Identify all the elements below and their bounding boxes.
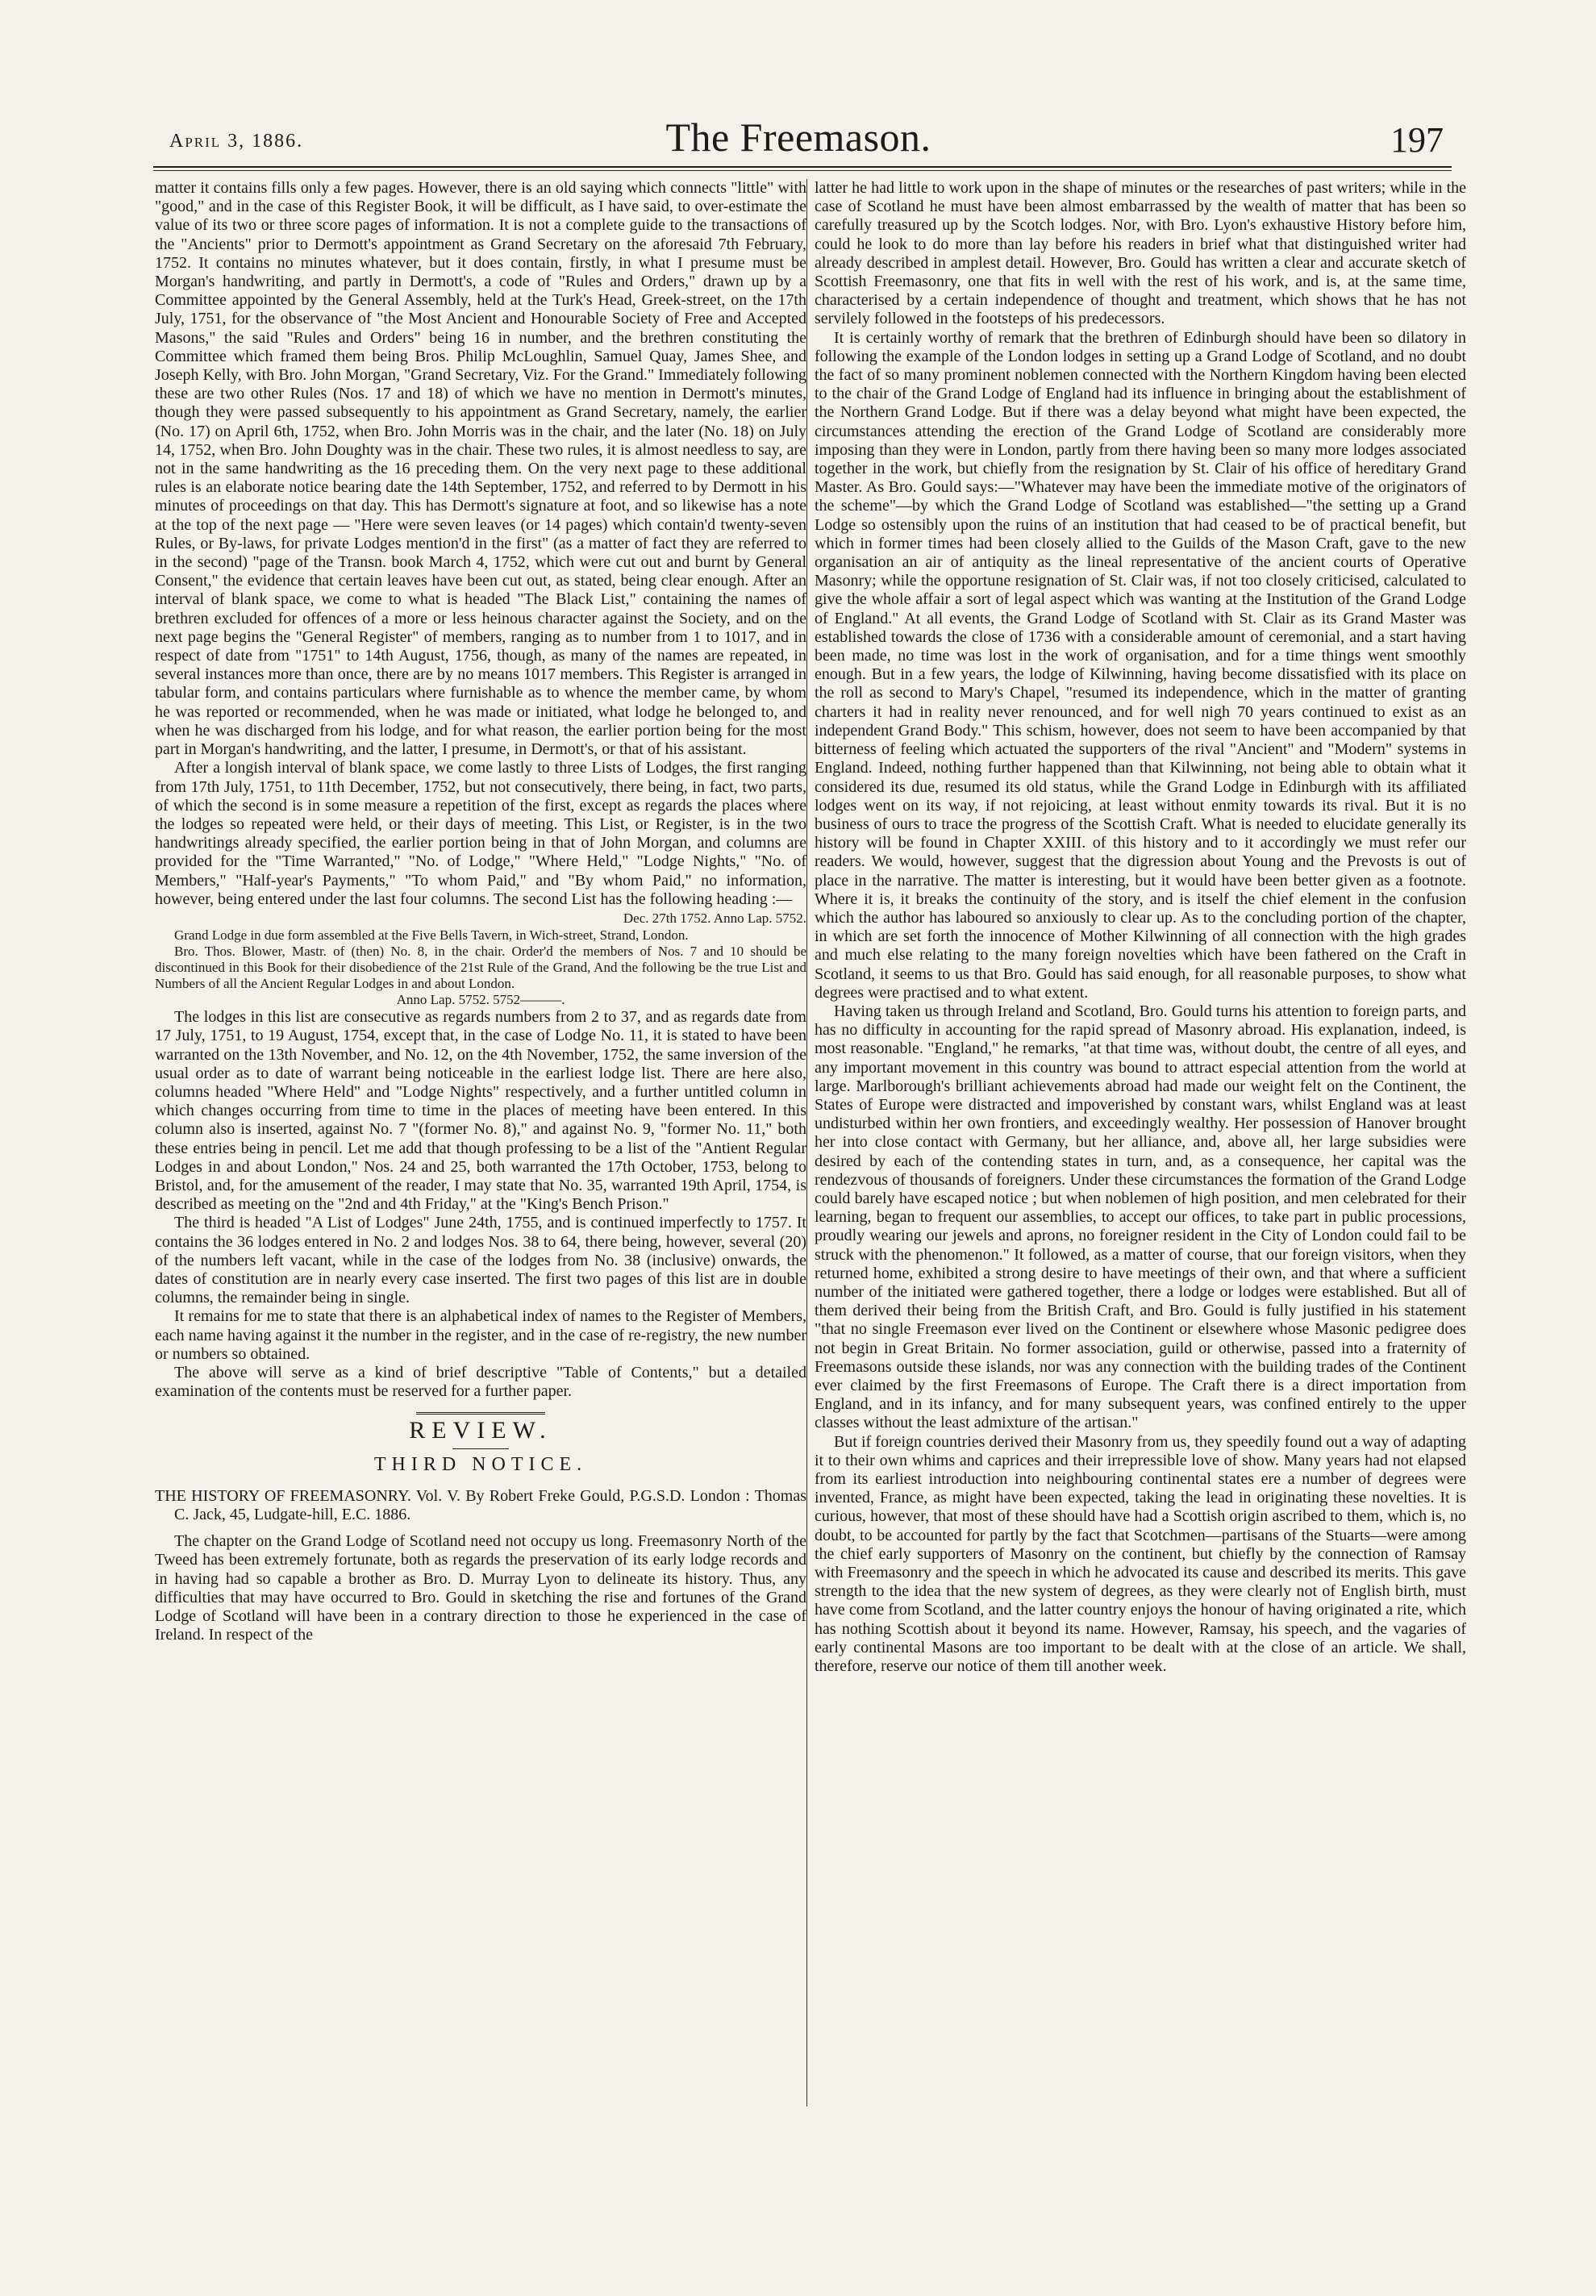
- section-divider: [416, 1412, 545, 1415]
- paragraph: latter he had little to work upon in the shape of minutes or the researches of past writers; while in the case of Scotland he must have been almost embarrassed by the wealth of matter that has been so carefully treasured up by the Scotch lodges. Nor, with Bro. Lyon's exhaustive History before him, could he look to do more than lay before his readers in brief what that distinguished writer had already described in amplest detail. However, Bro. Gould has written a clear and accurate sketch of Scottish Freemasonry, one that fits in well with the rest of his work, and is, at the same time, characterised by a certain independence of thought and treatment, which shows that he has not servilely followed in the footsteps of his predecessors.: [815, 179, 1466, 328]
- left-column: [155, 179, 806, 1644]
- paragraph: It is certainly worthy of remark that the brethren of Edinburgh should have been so dilatory in following the example of the London lodges in setting up a Grand Lodge of Scotland, and no doubt the fact of so many prominent noblemen connected with the Northern Kingdom having been elected to the chair of the Grand Lodge of England had its influence in bringing about the establishment of the Northern Grand Lodge. But if there was a delay beyond what might have been expected, the circumstances attending the erection of the Grand Lodge of Scotland are considerably more imposing than they were in London, partly from there having been so many more lodges associated together in the work, but chiefly from the resignation by St. Clair of his office of hereditary Grand Master. As Bro. Gould says:—"Whatever may have been the immediate motive of the originators of the scheme"—by which the Grand Lodge of Scotland was established—"the setting up a Grand Lodge so ostensibly upon the ruins of an institution that had ceased to be of practical benefit, but which in former times had been closely allied to the Guilds of the Mason Craft, gave to the new organisation an air of antiquity as the lineal representative of the ancient courts of Operative Masonry; while the opportune resignation of St. Clair was, if not too closely criticised, calculated to give the whole affair a sort of legal aspect which was wanting at the Institution of the Grand Lodge of England." At all events, the Grand Lodge of Scotland with St. Clair as its Grand Master was established towards the close of 1736 with a considerable amount of ceremonial, and a start having been made, no time was lost in the work of organisation, and for a time things went smoothly enough. But in a few years, the lodge of Kilwinning, having become dissatisfied with its place on the roll as second to Mary's Chapel, "resumed its independence, which in the matter of granting charters it had in reality never renounced, and for well nigh 70 years continued to exist as an independent Grand Body." This schism, however, does not seem to have been accompanied by that bitterness of feeling which actuated the supporters of the rival "Ancient" and "Modern" systems in England. Indeed, nothing further happened than that Kilwinning, not being able to obtain what it considered its due, resumed its old status, while the Grand Lodge in Edinburgh with its affiliated lodges went on its way, if not rejoicing, at least without enmity towards its rival. But it is no business of ours to trace the progress of the Scottish Craft. What is needed to elucidate generally its history will be found in Chapter XXIII. of this history and to it accordingly we must refer our readers. We would, however, suggest that the digression about Young and the Prevosts is out of place in the narrative. The matter is interesting, but it would have been better given as a footnote. Where it is, it breaks the continuity of the story, and is itself the chief element in the confusion which the author has laboured so anxiously to clear up. As to the concluding portion of the chapter, in which are set forth the innocence of Mother Kilwinning of all connection with the high grades and much else relating to the many foreign novelties which have been fathered on the Craft in Scotland, it seems to us that Bro. Gould has said enough, for all reasonable purposes, to show what degrees were practised and to what extent.: [815, 328, 1466, 1002]
- header-rule: [153, 166, 1452, 168]
- paragraph: After a longish interval of blank space, we come lastly to three Lists of Lodges, the first ranging from 17th July, 1751, to 11th December, 1752, but not consecutively, there being, in fact, two parts, of which the second is in some measure a repetition of the first, except as regards the places where the lodges so repeated were held, or their days of meeting. This List, or Register, is in the two handwritings already specified, the earlier portion being in that of John Morgan, and columns are provided for the "Time Warranted," "No. of Lodge," "Where Held," "Lodge Nights," "No. of Members," "Half-year's Payments," "To whom Paid," and "By whom Paid," no information, however, being entered under the last four columns. The second List has the following heading :—: [155, 759, 806, 908]
- masthead-title: The Freemason.: [665, 115, 931, 160]
- paragraph: matter it contains fills only a few pages. However, there is an old saying which connects "little" with "good," and in the case of this Register Book, it will be difficult, as I have said, to over-estimate the value of its two or three score pages of information. It is not a complete guide to the transactions of the "Ancients" prior to Dermott's appointment as Grand Secretary on the aforesaid 7th February, 1752. It contains no minutes whatever, but it does contain, firstly, in what I presume must be Morgan's handwriting, and partly in Dermott's, a code of "Rules and Orders," drawn up by a Committee appointed by the General Assembly, held at the Turk's Head, Greek-street, on the 17th July, 1751, for the observance of "the Most Ancient and Honourable Society of Free and Accepted Masons," the said "Rules and Orders" being 16 in number, and the brethren constituting the Committee which framed them being Bros. Philip McLoughlin, Samuel Quay, James Shee, and Joseph Kelly, with Bro. John Morgan, "Grand Secretary, Viz. For the Grand." Immediately following these are two other Rules (Nos. 17 and 18) of which we have no mention in Dermott's minutes, though they were passed subsequently to his appointment as Grand Secretary, namely, the earlier (No. 17) on April 6th, 1752, when Bro. John Morris was in the chair, and the later (No. 18) on July 14, 1752, when Bro. John Doughty was in the chair. These two rules, it is almost needless to say, are not in the same handwriting as the 16 preceding them. On the very next page to these additional rules is an elaborate notice bearing date the 14th September, 1752, and referred to by Dermott in his minutes of proceedings on that day. This has Dermott's signature at foot, and so likewise has a note at the top of the next page — "Here were seven leaves (or 14 pages) which contain'd twenty-seven Rules, or By-laws, for private Lodges mention'd in the first" (as a matter of fact they are referred to in the second) "page of the Transn. book March 4, 1752, which were cut out and burnt by General Consent," the evidence that certain leaves have been cut out, as stated, being clear enough. After an interval of blank space, we come to what is headed "The Black List," containing the names of brethren excluded for offences of a more or less heinous character against the Society, and on the next page begins the "General Register" of members, ranging as to number from 1 to 1017, and in respect of date from "1751" to 14th August, 1756, though, as many of the names are repeated, in several instances more than once, there are by no means 1017 members. This Register is arranged in tabular form, and contains particulars where furnishable as to whence the member came, by whom he was reported or recommended, when he was made or initiated, what lodge he belonged to, and when he was discharged from his lodge, and for what reason, the earlier portion being for the most part in Morgan's handwriting, and the latter, I presume, in Dermott's, or that of his assistant.: [155, 179, 806, 759]
- paragraph: The third is headed "A List of Lodges" June 24th, 1755, and is continued imperfectly to 1757. It contains the 36 lodges entered in No. 2 and lodges Nos. 38 to 64, there being, however, several (20) of the numbers left vacant, while in the case of the lodges from No. 38 (inclusive) onwards, the dates of constitution are in nearly every case inserted. The first two pages of this list are in double columns, the remainder being in single.: [155, 1214, 806, 1307]
- right-column: [815, 179, 1466, 1676]
- issue-date: April 3, 1886.: [169, 131, 304, 152]
- paragraph: The chapter on the Grand Lodge of Scotland need not occupy us long. Freemasonry North of the Tweed has been extremely fortunate, both as regards the preservation of its early lodge records and in having had so capable a brother as Bro. D. Murray Lyon to delineate its history. Thus, any difficulties that may have occurred to Bro. Gould in sketching the rise and fortunes of the Grand Lodge of Scotland will have been in a contrary direction to those he experienced in the case of Ireland. In respect of the: [155, 1532, 806, 1644]
- quoted-heading: Grand Lodge in due form assembled at the Five Bells Tavern, in Wich-street, Strand, London.: [174, 927, 689, 944]
- header-rule-thin: [153, 170, 1452, 171]
- page-header: [145, 115, 1452, 160]
- paragraph: The above will serve as a kind of brief descriptive "Table of Contents," but a detailed examination of the contents must be reserved for a further paper.: [155, 1363, 806, 1401]
- section-title: REVIEW.: [409, 1417, 552, 1444]
- paragraph: Having taken us through Ireland and Scotland, Bro. Gould turns his attention to foreign parts, and has no difficulty in accounting for the rapid spread of Masonry abroad. His explanation, indeed, is most reasonable. "England," he remarks, "at that time was, without doubt, the centre of all eyes, and any important movement in this country was bound to attract especial attention from the world at large. Marlborough's brilliant achievements abroad had made our weight felt on the Continent, the States of Europe were distracted and impoverished by constant wars, whilst England was at least undisturbed within her own frontiers, and exceedingly wealthy. Her possession of Hanover brought her into close contact with Germany, but her alliance, and, above all, her large subsidies were desired by each of the contending states in turn, and, as a consequence, her capital was the rendezvous of thousands of foreigners. Under these circumstances the formation of the Grand Lodge could barely have escaped notice ; but when noblemen of high position, and men celebrated for their learning, began to frequent our assemblies, to accept our offices, to take part in public processions, proudly wearing our jewels and aprons, no foreigner resident in the City of London could fail to be struck with the phenomenon." It followed, as a matter of course, that our foreign visitors, when they returned home, exhibited a strong desire to have meetings of their own, and that where a sufficient number of the initiated were gathered together, there a lodge or lodges were established. But all of them derived their being from the British Craft, and Bro. Gould is fully justified in his statement "that no single Freemason ever lived on the Continent or elsewhere whose Masonic pedigree does not begin in Great Britain. No former association, guild or otherwise, passed into a fraternity of Freemasons outside these islands, nor was any connection with the building trades of the Continent ever claimed by the first Freemasons of Europe. The Craft there is a direct importation from England, and in its infancy, and for many subsequent years, was confined entirely to the upper classes without the least admixture of the artisan.": [815, 1002, 1466, 1432]
- paragraph: But if foreign countries derived their Masonry from us, they speedily found out a way of adapting it to their own whims and caprices and their irrepressible love of show. Many years had not elapsed from its earliest introduction into neighbouring continental states ere a number of degrees were invented, France, as might have been expected, taking the lead in originating these novelties. It is curious, however, that most of these should have had a Scottish origin ascribed to them, which is, no doubt, to be accounted for partly by the fact that Scotchmen—partisans of the Stuarts—were among the chief early supporters of Masonry on the continent, but chiefly by the connection of Ramsay with Freemasonry and the speech in which he advocated its cause and described its merits. This gave strength to the idea that the new system of degrees, as they were clearly not of English birth, must have come from Scotland, and the latter country enjoys the honour of having originated a rite, which has nothing Scottish about it beyond its name. However, Ramsay, his speech, and the vagaries of early continental Masons are too important to be dealt with at the close of an article. We shall, therefore, reserve our notice of them till another week.: [815, 1432, 1466, 1676]
- book-title: THE HISTORY OF FREEMASONRY. Vol. V. By Robert Freke Gould, P.G.S.D. London : Thomas C. Jack, 45, Ludgate-hill, E.C. 1886.: [155, 1486, 806, 1523]
- paragraph: The lodges in this list are consecutive as regards numbers from 2 to 37, and as regards date from 17 July, 1751, to 19 August, 1754, except that, in the case of Lodge No. 11, it is stated to have been warranted on the 13th November, and No. 12, on the 4th November, 1752, the same inversion of the usual order as to date of warrant being noticeable in the earliest lodge list. There are here also, columns headed "Where Held" and "Lodge Nights" respectively, and a further untitled column in which changes occurring from time to time in the places of meeting have been entered. In this column also is inserted, against No. 7 "(former No. 8)," and against No. 9, "former No. 11," both these entries being in pencil. Let me add that though professing to be a list of the "Antient Regular Lodges in and about London," Nos. 24 and 25, both warranted the 17th October, 1753, belong to Bristol, and, for the amusement of the reader, I may state that No. 35, warranted 19th April, 1754, is described as meeting on the "2nd and 4th Friday," at the "King's Bench Prison.": [155, 1008, 806, 1214]
- paragraph: It remains for me to state that there is an alphabetical index of names to the Register of Members, each name having against it the number in the register, and in the case of re-registry, the new number or numbers so obtained.: [155, 1307, 806, 1363]
- section-subtitle: THIRD NOTICE.: [373, 1453, 588, 1475]
- page-number: 197: [1390, 120, 1444, 160]
- column-divider: [806, 179, 807, 2106]
- dateline: Dec. 27th 1752. Anno Lap. 5752.: [623, 910, 806, 926]
- title-rule: [452, 1448, 509, 1449]
- quoted-heading: Bro. Thos. Blower, Mastr. of (then) No. 8, in the chair. Order'd the members of Nos. 7 and 10 should be discontinued in this Book for their disobedience of the 21st Rule of the Grand, And the following be the true List and Numbers of all the Ancient Regular Lodges in and about London.: [155, 944, 806, 992]
- quoted-heading: Anno Lap. 5752. 5752———.: [396, 992, 565, 1008]
